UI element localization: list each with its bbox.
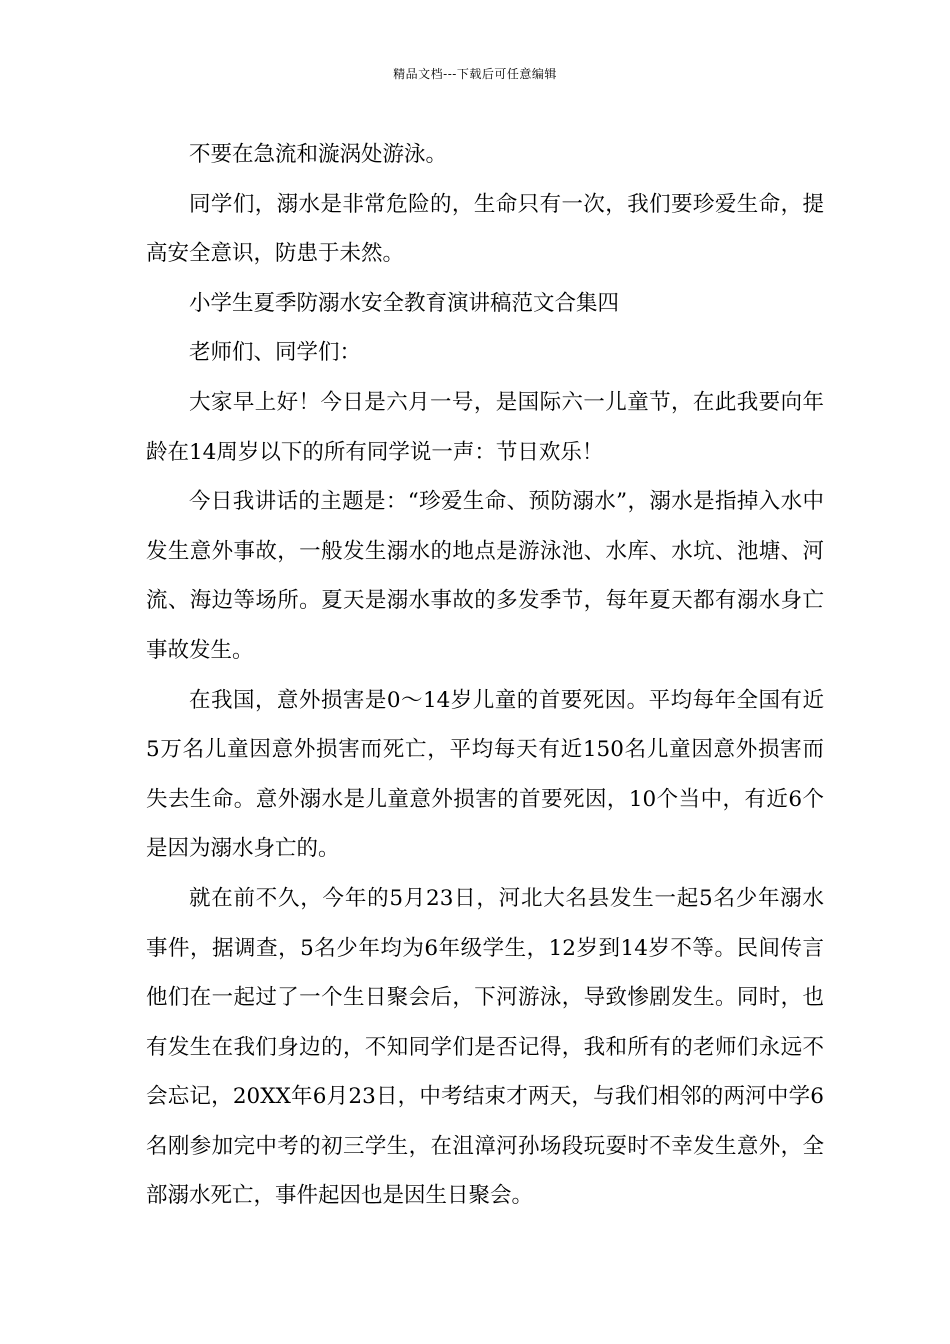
paragraph: 大家早上好！今日是六月一号，是国际六一儿童节，在此我要向年龄在14周岁以下的所有同学说一声：节日欢乐！ (146, 389, 824, 465)
section-title: 小学生夏季防溺水安全教育演讲稿范文合集四 (189, 290, 620, 316)
document-body (146, 130, 824, 1221)
page-header: 精品文档---下载后可任意编辑 (393, 67, 557, 81)
paragraph: 就在前不久，今年的5月23日，河北大名县发生一起5名少年溺水事件，据调查，5名少年均为6年级学生，12岁到14岁不等。民间传言他们在一起过了一个生日聚会后，下河游泳，导致惨剧发生。同时，也有发生在我们身边的，不知同学们是否记得，我和所有的老师们永远不会忘记，20XX年6月23日，中考结束才两天，与我们相邻的两河中学6名刚参加完中考的初三学生，在沮漳河孙场段玩耍时不幸发生意外，全部溺水死亡，事件起因也是因生日聚会。 (146, 885, 824, 1209)
paragraph: 不要在急流和漩涡处游泳。 (189, 142, 448, 167)
paragraph: 同学们，溺水是非常危险的，生命只有一次，我们要珍爱生命，提高安全意识，防患于未然。 (146, 191, 824, 267)
paragraph: 今日我讲话的主题是：“珍爱生命、预防溺水”，溺水是指掉入水中发生意外事故，一般发生溺水的地点是游泳池、水库、水坑、池塘、河流、海边等场所。夏天是溺水事故的多发季节，每年夏天都有溺水身亡事故发生。 (146, 489, 824, 663)
paragraph: 在我国，意外损害是0～14岁儿童的首要死因。平均每年全国有近5万名儿童因意外损害而死亡，平均每天有近150名儿童因意外损害而失去生命。意外溺水是儿童意外损害的首要死因，10个当中，有近6个是因为溺水身亡的。 (146, 687, 824, 862)
salutation: 老师们、同学们： (189, 340, 362, 366)
